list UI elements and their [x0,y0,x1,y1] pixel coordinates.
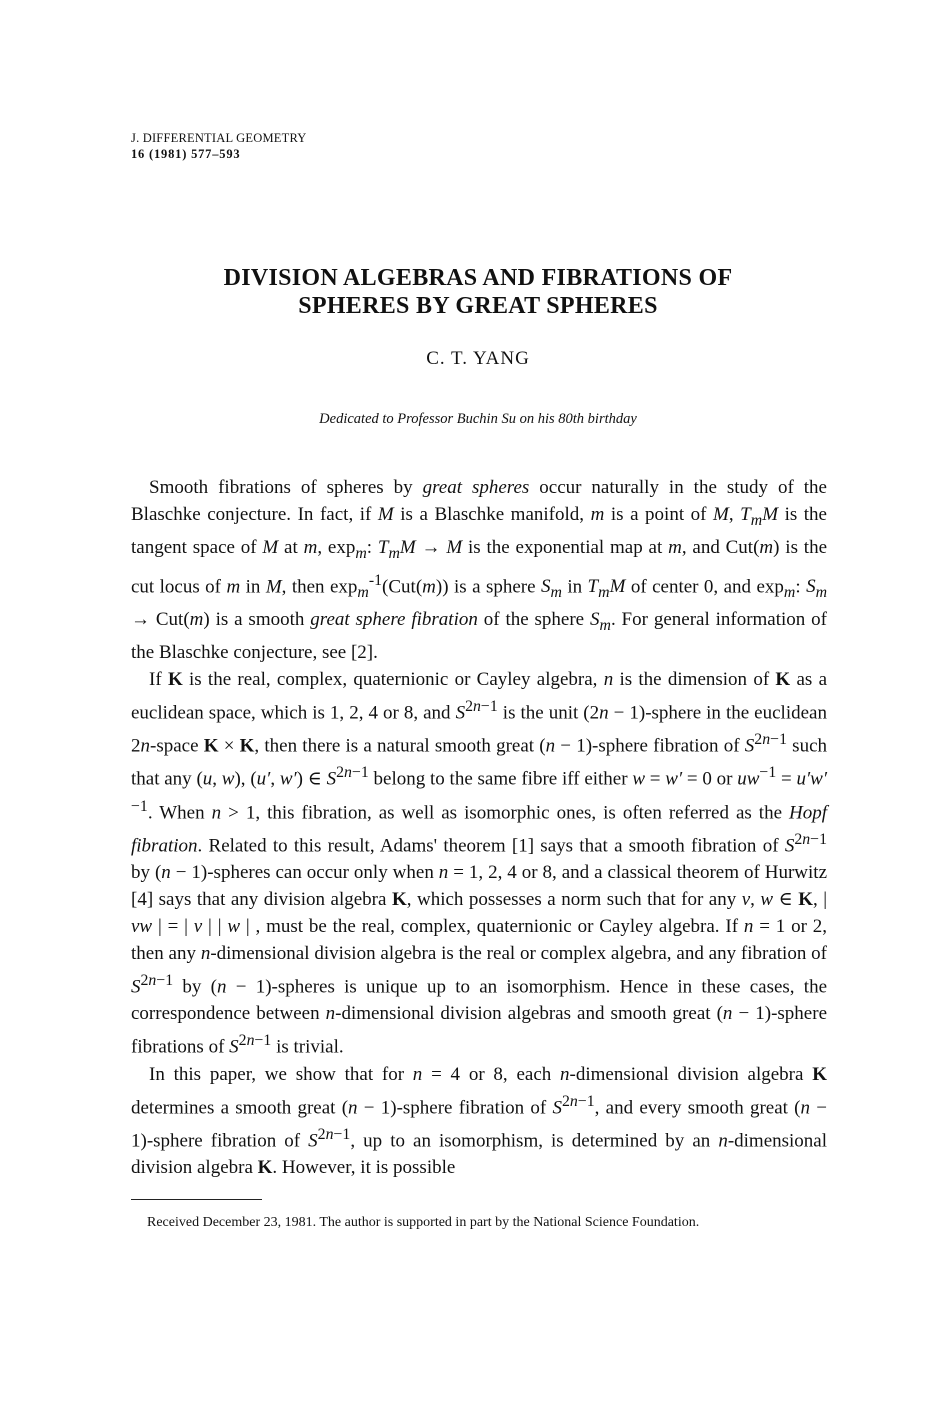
body-text [131,474,827,1181]
journal-name: J. DIFFERENTIAL GEOMETRY [131,131,307,145]
dedication: Dedicated to Professor Buchin Su on his 80th birthday [319,411,637,427]
author-name: C. T. YANG [426,348,530,369]
paragraph-3: In this paper, we show that for n = 4 or 8, each n-dimensional division algebra K determines a smooth great (n − 1)-sphere fibration of $S^{2n-1}$, and every smooth great (n − 1)-sphere fibration of $S^{2n-1}$, up to an isomorphism, is determined by an n-dimensional division algebra K. However, it is possible [131,1063,828,1179]
paragraph-1: Smooth fibrations of spheres by great spheres occur naturally in the study of the Blaschke conjecture. In fact, if M is a Blaschke manifold, m is a point of M, $T_mM$ is the tangent space of M at m, $\exp_m$: $T_mM \to M$ is the exponential map at m, and Cut(m) is the cut locus of m in M, then $\exp_m^{-1}(Cut(m))$ is a sphere $S_m$ in $T_mM$ of center 0, and $\exp_m$: $S_m \to Cut(m)$ is a smooth great sphere fibration of the sphere $S_m$. For general information of the Blaschke conjecture, see [2]. [131,477,828,663]
footnote-rule [131,1199,262,1200]
title-line-1: DIVISION ALGEBRAS AND FIBRATIONS OF [223,265,733,291]
title-line-2: SPHERES BY GREAT SPHERES [298,293,658,319]
paragraph-2: If K is the real, complex, quaternionic or Cayley algebra, n is the dimension of K as a euclidean space, which is 1, 2, 4 or 8, and $S^{2n-1}$ is the unit (2n − 1)-sphere in the euclidean 2n-space K × K, then there is a natural smooth great (n − 1)-sphere fibration of $S^{2n-1}$ such that any (u, w), (u′, w′) ∈ $S^{2n-1}$ belong to the same fibre iff either w = w′ = 0 or $uw^{-1} = u'w'^{-1}$. When n > 1, this fibration, as well as isomorphic ones, is often referred as the Hopf fibration. Related to this result, Adams' theorem [1] says that a smooth fibration of $S^{2n-1}$ by (n − 1)-spheres can occur only when n = 1, 2, 4 or 8, and a classical theorem of Hurwitz [4] says that any division algebra K, which possesses a norm such that for any v, w ∈ K, | vw | = | v | | w | , must be the real, complex, quaternionic or Cayley algebra. If n = 1 or 2, then any n-dimensional division algebra is the real or complex algebra, and any fibration of $S^{2n-1}$ by (n − 1)-spheres is unique up to an isomorphism. Hence in these cases, the correspondence between n-dimensional division algebras and smooth great (n − 1)-sphere fibrations of $S^{2n-1}$ is trivial. [131,668,828,1058]
paper-title [130,264,826,320]
journal-header [131,130,307,162]
journal-volume: 16 (1981) 577–593 [131,147,241,161]
footnote: Received December 23, 1981. The author is supported in part by the National Science Foundation. [147,1215,700,1230]
